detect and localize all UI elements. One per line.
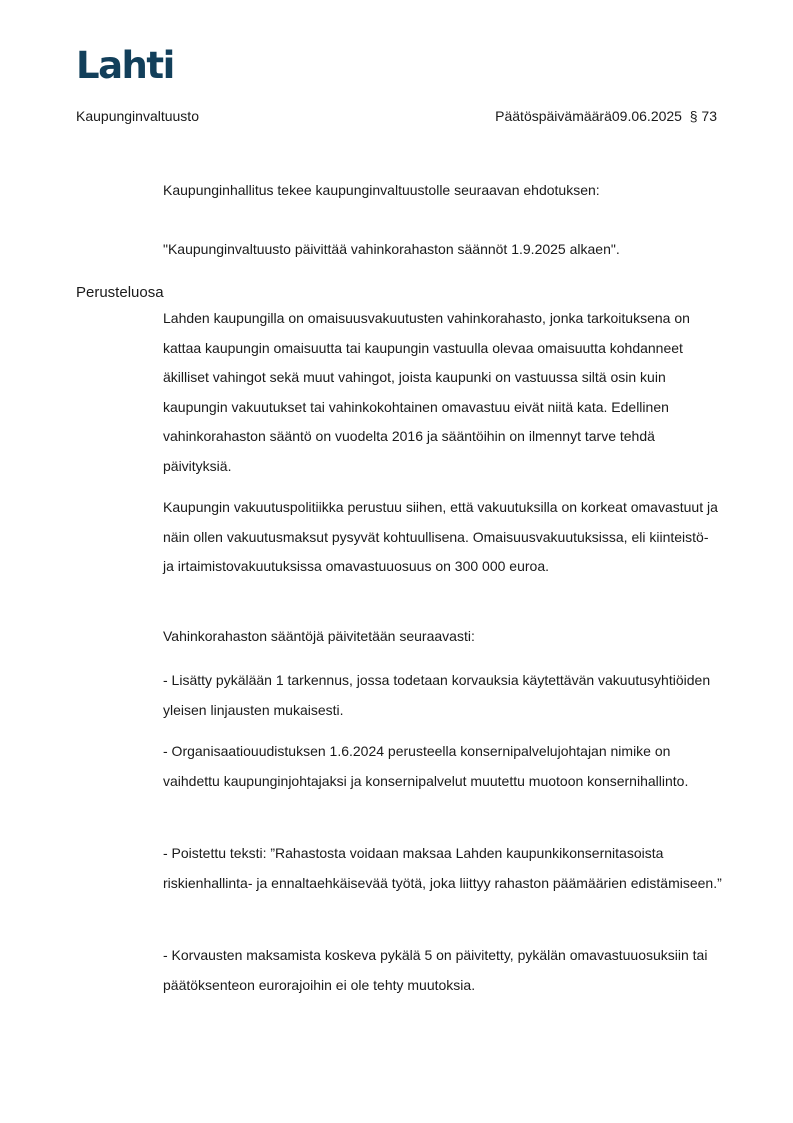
change-list-item: - Korvausten maksamista koskeva pykälä 5 on päivitetty, pykälän omavastuuosuksiin tai päätöksenteon eurorajoihin ei ole tehty muutoksia. — [163, 947, 708, 993]
section-number: § 73 — [689, 108, 717, 124]
decision-meta — [495, 107, 717, 125]
proposal-intro: Kaupunginhallitus tekee kaupunginvaltuustolle seuraavan ehdotuksen: — [163, 182, 600, 198]
decision-date-label: Päätöspäivämäärä — [495, 108, 612, 124]
lahti-logo: Lahti — [76, 44, 174, 87]
proposal-quote: "Kaupunginvaltuusto päivittää vahinkorahaston säännöt 1.9.2025 alkaen". — [163, 241, 620, 257]
rationale-heading: Perusteluosa — [76, 284, 164, 301]
body-name: Kaupunginvaltuusto — [76, 108, 199, 124]
rationale-paragraph: Vahinkorahaston sääntöjä päivitetään seuraavasti: — [163, 628, 475, 644]
decision-date: 09.06.2025 — [611, 108, 682, 124]
rationale-paragraph: Lahden kaupungilla on omaisuusvakuutusten vahinkorahasto, jonka tarkoituksena on kattaa kaupungin omaisuutta tai kaupungin vastuulla olevaa omaisuutta kohdanneet äkilliset vahingot sekä muut vahingot, joista kaupunki on vastuussa siltä osin kuin kaupungin vakuutukset tai vahinkokohtainen omavastuu eivät niitä kata. Edellinen vahinkorahaston sääntö on vuodelta 2016 ja sääntöihin on ilmennyt tarve tehdä päivityksiä. — [163, 310, 690, 474]
change-list-item: - Lisätty pykälään 1 tarkennus, jossa todetaan korvauksia käytettävän vakuutusyhtiöiden yleisen linjausten mukaisesti. — [163, 672, 711, 718]
rationale-paragraph: Kaupungin vakuutuspolitiikka perustuu siihen, että vakuutuksilla on korkeat omavastuut ja näin ollen vakuutusmaksut pysyvät kohtuullisena. Omaisuusvakuutuksissa, eli kiinteistö- ja irtaimistovakuutuksissa omavastuuosuus on 300 000 euroa. — [163, 499, 718, 574]
change-list-item: - Poistettu teksti: ”Rahastosta voidaan maksaa Lahden kaupunkikonsernitasoista riskienhallinta- ja ennaltaehkäisevää työtä, joka liittyy rahaston päämäärien edistämiseen.” — [163, 845, 722, 891]
change-list-item: - Organisaatiouudistuksen 1.6.2024 perusteella konsernipalvelujohtajan nimike on vaihdettu kaupunginjohtajaksi ja konsernipalvelut muutettu muotoon konsernihallinto. — [163, 743, 689, 789]
